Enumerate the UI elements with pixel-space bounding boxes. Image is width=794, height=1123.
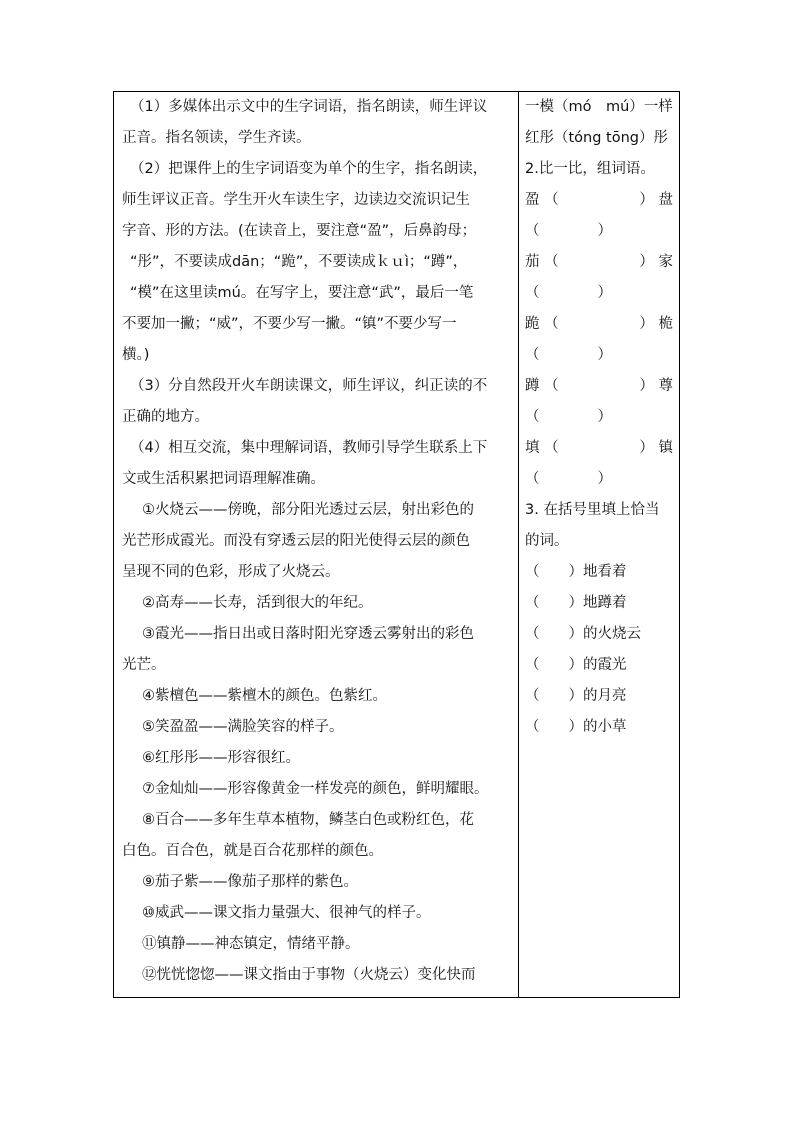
char-b: 盘 [658,192,673,208]
close-paren: ） [639,316,654,332]
text-line: 横。) [122,347,150,363]
text-line: ⑥红彤彤——形容很红。 [142,750,300,766]
text-line: ⑪镇静——神态镇定，情绪平静。 [142,936,360,952]
answer-blank: （ ） [525,471,612,487]
compare-row [525,247,673,278]
exercise-heading: 2.比一比，组词语。 [525,161,655,177]
text-line: ⑤笑盈盈——满脸笑容的样子。 [142,719,344,735]
text-line: 光芒形成霞光。而没有穿透云层的阳光使得云层的颜色 [122,533,470,549]
char-b: 桅 [658,316,673,332]
compare-row [525,371,673,402]
compare-row [525,433,673,464]
close-paren: ） [639,378,654,394]
open-paren: （ [544,192,559,208]
text-line: 白色。百合色，就是百合花那样的颜色。 [122,843,383,859]
text-line: ①火烧云——傍晚，部分阳光透过云层，射出彩色的 [142,502,474,518]
char-b: 尊 [658,378,673,394]
char-a: 盈 [525,192,540,208]
compare-row [525,309,673,340]
char-a: 填 [525,440,540,456]
open-paren: （ [544,440,559,456]
text-line: （1）多媒体出示文中的生字词语，指名朗读，师生评议 [130,99,488,115]
open-paren: （ [544,378,559,394]
text-line: “模”在这里读mú。在写字上，要注意“武”，最后一笔 [130,285,474,301]
compare-row [525,185,673,216]
text-line: 正音。指名领读，学生齐读。 [122,130,311,146]
char-a: 茄 [525,254,540,270]
fill-blank-item: （ ）地看着 [525,564,627,580]
text-line: 文或生活积累把词语理解准确。 [122,471,325,487]
answer-blank: （ ） [525,223,612,239]
lesson-table [113,91,680,998]
char-a: 跪 [525,316,540,332]
text-line: 正确的地方。 [122,409,209,425]
close-paren: ） [639,254,654,270]
char-b: 镇 [658,440,673,456]
text-line: 师生评议正音。学生开火车读生字，边读边交流识记生 [122,192,470,208]
text-line: （3）分自然段开火车朗读课文，师生评议，纠正读的不 [130,378,488,394]
fill-blank-item: （ ）地蹲着 [525,595,627,611]
fill-blank-item: （ ）的霞光 [525,657,627,673]
fill-blank-item: （ ）的月亮 [525,688,627,704]
text-line: （2）把课件上的生字词语变为单个的生字，指名朗读， [130,161,488,177]
teaching-steps-column [114,92,519,997]
text-line: ③霞光——指日出或日落时阳光穿透云雾射出的彩色 [142,626,474,642]
text-line: ⑫恍恍惚惚——课文指由于事物（火烧云）变化快而 [142,967,476,983]
fill-blank-item: （ ）的火烧云 [525,626,641,642]
exercise-heading: 3. 在括号里填上恰当 [525,502,660,518]
answer-blank: （ ） [525,347,612,363]
text-line: ⑩威武——课文指力量强大、很神气的样子。 [142,905,431,921]
close-paren: ） [639,440,654,456]
pinyin-choice: 红彤（tóng tōng）彤 [525,130,669,146]
text-line: ⑦金灿灿——形容像黄金一样发亮的颜色，鲜明耀眼。 [142,781,489,797]
text-line: ②高寿——长寿，活到很大的年纪。 [142,595,373,611]
text-line: “彤”，不要读成dān；“跪”，不要读成ｋｕì；“蹲”， [130,254,468,270]
text-line: （4）相互交流，集中理解词语，教师引导学生联系上下 [130,440,488,456]
open-paren: （ [544,316,559,332]
text-line: 呈现不同的色彩，形成了火烧云。 [122,564,340,580]
fill-blank-item: （ ）的小草 [525,719,627,735]
text-line: 字音、形的方法。(在读音上，要注意“盈”，后鼻韵母； [122,223,477,239]
char-a: 蹲 [525,378,540,394]
exercise-column [519,92,679,997]
text-line: 光芒。 [122,657,166,673]
text-line: ⑨茄子紫——像茄子那样的紫色。 [142,874,358,890]
open-paren: （ [544,254,559,270]
answer-blank: （ ） [525,285,612,301]
answer-blank: （ ） [525,409,612,425]
close-paren: ） [639,192,654,208]
text-line: ⑧百合——多年生草本植物，鳞茎白色或粉红色，花 [142,812,474,828]
text-line: ④紫檀色——紫檀木的颜色。色紫红。 [142,688,387,704]
pinyin-choice: 一模（mó mú）一样 [525,99,673,115]
text-line: 不要加一撇；“威”，不要少写一撇。“镇”不要少写一 [122,316,457,332]
char-b: 家 [658,254,673,270]
exercise-heading: 的词。 [525,533,569,549]
